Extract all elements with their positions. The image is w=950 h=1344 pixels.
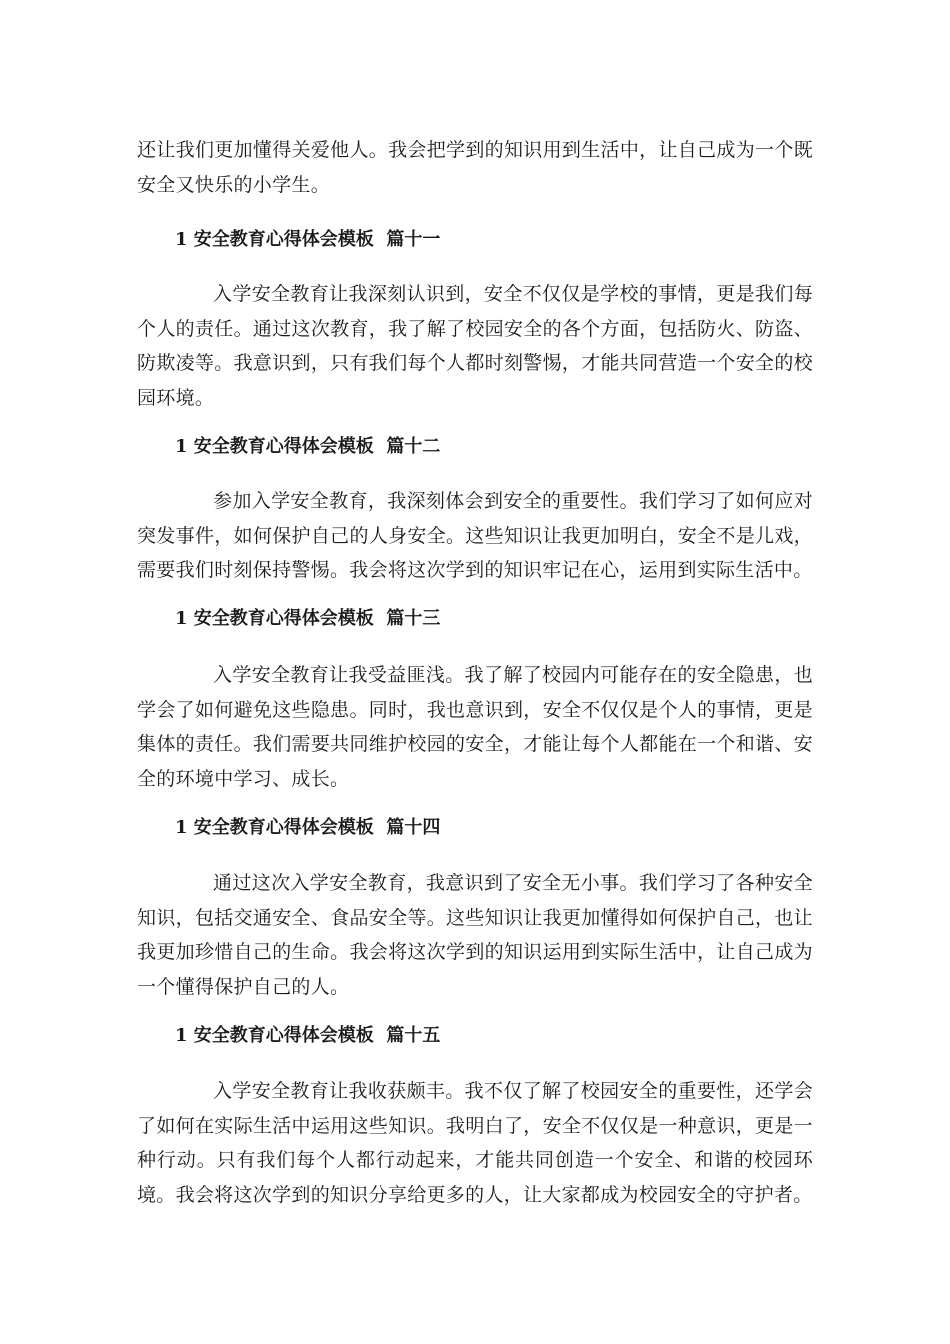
section-heading: 1 安全教育心得体会模板 篇十四: [175, 817, 441, 838]
section-body: 入学安全教育让我深刻认识到，安全不仅仅是学校的事情，更是我们每个人的责任。通过这次教育，我了解了校园安全的各个方面，包括防火、防盗、防欺凌等。我意识到，只有我们每个人都时刻警惕，才能共同营造一个安全的校园环境。: [137, 283, 813, 409]
section-heading: 1 安全教育心得体会模板 篇十一: [175, 229, 441, 250]
section-body: 入学安全教育让我收获颇丰。我不仅了解了校园安全的重要性，还学会了如何在实际生活中运用这些知识。我明白了，安全不仅仅是一种意识，更是一种行动。只有我们每个人都行动起来，才能共同创造一个安全、和谐的校园环境。我会将这次学到的知识分享给更多的人，让大家都成为校园安全的守护者。: [137, 1080, 813, 1206]
section-body: 通过这次入学安全教育，我意识到了安全无小事。我们学习了各种安全知识，包括交通安全、食品安全等。这些知识让我更加懂得如何保护自己，也让我更加珍惜自己的生命。我会将这次学到的知识运用到实际生活中，让自己成为一个懂得保护自己的人。: [137, 872, 813, 998]
intro-paragraph: 还让我们更加懂得关爱他人。我会把学到的知识用到生活中，让自己成为一个既安全又快乐的小学生。: [137, 139, 813, 196]
section-heading: 1 安全教育心得体会模板 篇十五: [175, 1025, 441, 1046]
section-body: 入学安全教育让我受益匪浅。我了解了校园内可能存在的安全隐患，也学会了如何避免这些隐患。同时，我也意识到，安全不仅仅是个人的事情，更是集体的责任。我们需要共同维护校园的安全，才能让每个人都能在一个和谐、安全的环境中学习、成长。: [137, 664, 813, 790]
section-heading: 1 安全教育心得体会模板 篇十三: [175, 608, 441, 629]
section-body: 参加入学安全教育，我深刻体会到安全的重要性。我们学习了如何应对突发事件，如何保护自己的人身安全。这些知识让我更加明白，安全不是儿戏，需要我们时刻保持警惕。我会将这次学到的知识牢记在心，运用到实际生活中。: [137, 490, 813, 581]
section-heading: 1 安全教育心得体会模板 篇十二: [175, 436, 441, 457]
